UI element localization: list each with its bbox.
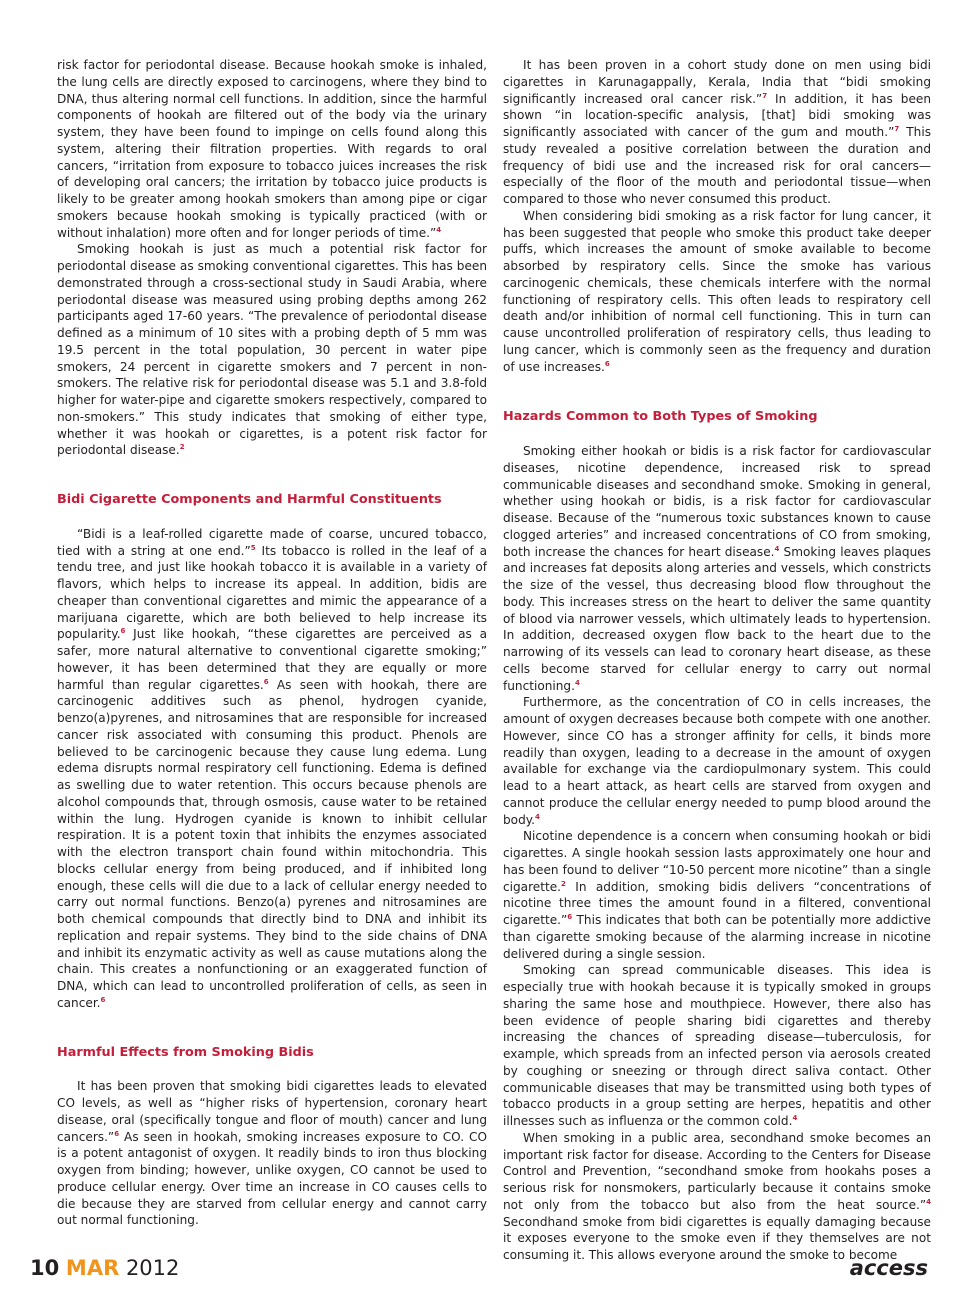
page-number: 10 [30, 1256, 60, 1280]
citation-ref: 4 [926, 1197, 931, 1206]
section-heading-bidi-components: Bidi Cigarette Components and Harmful Constituents [57, 492, 442, 507]
paragraph-right-3: Smoking either hookah or bidis is a risk factor for cardiovascular diseases, nicotine dependence, increased risk to spread communicable diseases and secondhand smoke. Smoking in general, whether using hookah or bidis, is a risk factor for cardiovascular disease. Because of the “numerous toxic substances known to cause clogged arteries” and increased concentrations of CO from smoking, both increase the chances for heart disease.$^4$ Smoking leaves plaques and increases fat deposits along arteries and vessels, which constricts the size of the vessel, thus decreasing blood flow throughout the body. This increases stress on the heart to deliver the same quantity of blood via narrower vessels, which ultimately leads to hypertension. In addition, decreased oxygen flow back to the heart due to the narrowing of its vessels can lead to coronary heart disease, as these cells become starved for cellular energy to carry out normal functioning.$^4$ [503, 444, 931, 693]
left-column [57, 57, 487, 1229]
citation-ref: 4 [535, 812, 540, 821]
citation-ref: 4 [792, 1113, 798, 1122]
footer-page-info [30, 1255, 179, 1281]
paragraph-right-7: When smoking in a public area, secondhand smoke becomes an important risk factor for disease. According to the Centers for Disease Control and Prevention, “secondhand smoke from hookahs poses a serious risk for nonsmokers, particularly because it contains smoke not only from the tobacco but also from the heat source.”$^4$ Secondhand smoke from bidi cigarettes is equally damaging because it exposes everyone to the smoke even if they themselves are not consuming it. This allows everyone around the smoke to become [503, 1130, 931, 1262]
citation-ref: 7 [762, 91, 768, 100]
citation-ref: 6 [100, 995, 106, 1004]
paragraph-right-4: Furthermore, as the concentration of CO in cells increases, the amount of oxygen decreases because both compete with one another. However, since CO has a stronger affinity for cells, it binds more readily than oxygen, leading to a decrease in the amount of oxygen available for exchange via the cardiopulmonary system. This could lead to a heart attack, as heart cells are starved from oxygen and cannot produce the cellular energy needed to pump blood around the body.$^4$ [503, 695, 931, 827]
issue-month: MAR [65, 1256, 120, 1280]
paragraph-left-3: “Bidi is a leaf-rolled cigarette made of coarse, uncured tobacco, tied with a string at one end.”$^5$ Its tobacco is rolled in the leaf of a tendu tree, and just like hookah tobacco it is available in a variety of flavors, which helps to increase its appeal. In addition, bidis are cheaper than conventional cigarettes and mimic the appearance of a marijuana cigarette, which are both believed to help increase its popularity.$^6$ Just like hookah, “these cigarettes are perceived as a safer, more natural alternative to conventional cigarette smoking;” however, it has been determined that they are equally or more harmful than regular cigarettes.$^6$ As seen with hookah, there are carcinogenic additives such as phenol, hydrogen cyanide, benzo(a)pyrenes, and nitrosamines that are responsible for increased cancer risk associated with consuming this product. Phenols are believed to be carcinogenic because they cause lung edema. Lung edema disrupts normal respiratory cell functioning. Edema is defined as swelling due to water retention. This occurs because phenols are alcohol compounds that, through osmosis, cause water to be retained within the lung. Hydrogen cyanide is known to inhibit cellular respiration. It is a potent toxin that inhibits the enzymes associated with the electron transport chain found within mitochondria. This blocks cellular energy from being produced, and if inhibited long enough, these cells will die due to a lack of cellular energy needed to carry out normal functions. Benzo(a) pyrenes and nitrosamines are both chemical compounds that directly bind to DNA and inhibit its replication and repair systems. They bind to the side chains of DNA and inhibit its enzymatic activity as well as cause mutations along the chain. This creates a nonfunctioning or an exaggerated function of DNA, which can lead to uncontrolled proliferation of cells, as seen in cancer.$^6$ [57, 526, 487, 1010]
citation-ref: 4 [574, 678, 580, 687]
paragraph-left-4: It has been proven that smoking bidi cigarettes leads to elevated CO levels, as well as “higher risks of hypertension, coronary heart disease, oral (specifically tongue and floor of mouth) cancer and lung cancers.”$^6$ As seen in hookah, smoking increases exposure to CO. CO is a potent antagonist of oxygen. It readily binds to iron thus blocking oxygen from binding; however, unlike oxygen, CO cannot be used to produce cellular energy. Over time an increase in CO causes cells to die because they are starved from cellular energy and cannot carry out normal functioning. [57, 1079, 487, 1228]
paragraph-left-1: risk factor for periodontal disease. Because hookah smoke is inhaled, the lung cells are directly exposed to carcinogens, where they bind to DNA, thus altering normal cell functions. In addition, since the harmful components of hookah are filtered out of the body via the urinary system, they have been found to impinge on cells found along this system, altering their filtration properties. With regards to oral cancers, “irritation from exposure to tobacco juices increases the risk of developing oral cancers; the irritation by tobacco juice products is likely to be greater among hookah smokers than among pipe or cigar smokers because hookah smoking is typically practiced (with or without inhalation) more often and for longer periods of time.”$^4$ [57, 58, 487, 240]
citation-ref: 6 [120, 627, 126, 636]
citation-ref: 6 [263, 677, 269, 686]
citation-ref: 6 [567, 912, 573, 921]
magazine-name: access [849, 1256, 928, 1280]
citation-ref: 4 [436, 225, 442, 234]
citation-ref: 2 [179, 443, 185, 452]
right-column [503, 57, 931, 1264]
citation-ref: 6 [114, 1129, 120, 1138]
section-heading-harmful-effects: Harmful Effects from Smoking Bidis [57, 1044, 314, 1060]
paragraph-left-2: Smoking hookah is just as much a potential risk factor for periodontal disease as smoking conventional cigarettes. This has been demonstrated through a cross-sectional study in Saudi Arabia, where periodontal disease was measured using probing depths among 262 participants aged 17-60 years. “The prevalence of periodontal disease defined as a minimum of 10 sites with a probing depth of 5 mm was 19.5 percent in the total population, 30 percent in water pipe smokers, 24 percent in cigarette smokers and 7 percent in non-smokers. The relative risk for periodontal disease was 5.1 and 3.8-fold higher for water-pipe and cigarette smokers respectively, compared to non-smokers.” This study indicates that smoking of either type, whether it was hookah or cigarettes, is a potent risk factor for periodontal disease.$^2$ [57, 242, 487, 458]
paragraph-right-5: Nicotine dependence is a concern when consuming hookah or bidi cigarettes. A single hookah session lasts approximately one hour and has been found to deliver “10-50 percent more nicotine” than a single cigarette.$^2$ In addition, smoking bidis delivers “concentrations of nicotine three times the amount found in a filtered, conventional cigarette.”$^6$ This indicates that both can be potentially more addictive than cigarette smoking because of the alarming increase in nicotine delivered during a single session. [503, 829, 931, 961]
citation-ref: 2 [561, 879, 566, 888]
citation-ref: 5 [250, 543, 256, 552]
paragraph-right-1: It has been proven in a cohort study done on men using bidi cigarettes in Karunagappally, Kerala, India that “bidi smoking significantly increased oral cancer risk.”$^7$ In addition, it has been shown “in location-specific analysis, [that] bidi smoking was significantly associated with cancer of the gum and mouth.”$^7$ This study revealed a positive correlation between the duration and frequency of bidi use and the increased risk for oral cancers—especially of the floor of the mouth and periodontal tissue—when compared to those who never consumed this product. [503, 58, 931, 206]
paragraph-right-2: When considering bidi smoking as a risk factor for lung cancer, it has been suggested that people who smoke this product take deeper puffs, which increases the amount of smoke available to become absorbed by respiratory cells. Since the smoke has various carcinogenic chemicals, these chemicals interfere with the normal functioning of respiratory cells. This often leads to respiratory cell death and/or inhibition of normal cell functioning. This in turn can cause uncontrolled proliferation of respiratory cells, thus leading to lung cancer, which is commonly seen as the frequency and duration of use increases.$^6$ [503, 208, 931, 374]
citation-ref: 6 [604, 359, 610, 368]
citation-ref: 7 [894, 124, 900, 133]
citation-ref: 4 [774, 544, 780, 553]
section-heading-hazards-common: Hazards Common to Both Types of Smoking [503, 409, 818, 425]
paragraph-right-6: Smoking can spread communicable diseases. This idea is especially true with hookah because it is typically smoked in groups sharing the same hose and mouthpiece. However, there also has been evidence of people sharing bidi cigarettes and thereby increasing the chances of spreading disease—tuberculosis, for example, which spreads from an infected person via aerosols created by coughing or sneezing or through direct saliva contact. Other communicable diseases that may be transmitted using both types of tobacco products in a group setting are herpes, hepatitis and other illnesses such as influenza or the common cold.$^4$ [503, 963, 931, 1128]
issue-year: 2012 [125, 1256, 180, 1280]
